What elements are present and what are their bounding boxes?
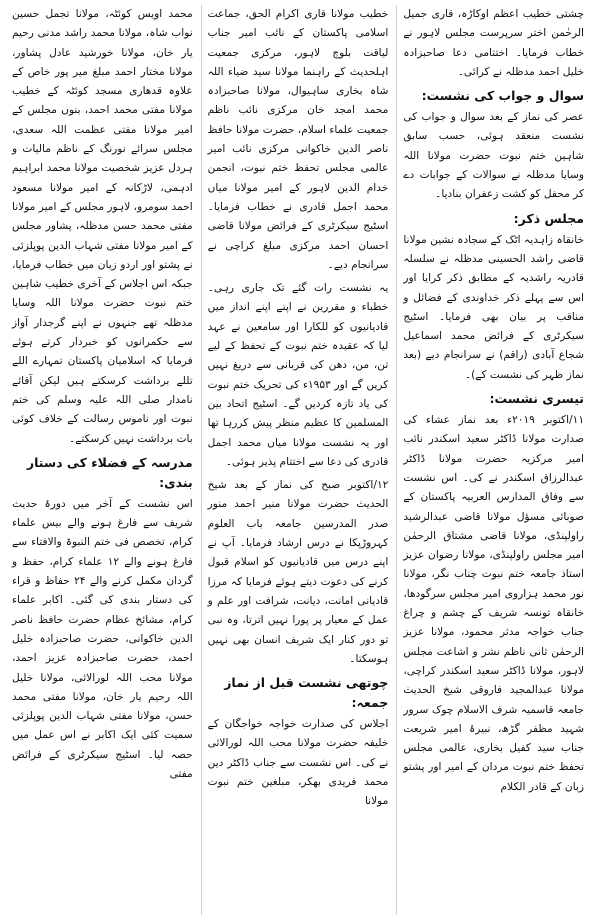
section-heading: چوتھی نشست قبل از نماز جمعہ: bbox=[224, 675, 389, 711]
paragraph: اجلاس کی صدارت خواجہ خواجگان کے خلیفہ حضرت مولانا محب اللہ لورالائی نے کی۔ اس نشست سے جناب ڈاکٹر دین محمد فریدی بھکر، مبلغین ختم نبوت مولانا bbox=[207, 718, 389, 808]
column-left bbox=[6, 5, 193, 915]
paragraph: خانقاہ زاہدیہ اٹک کے سجادہ نشین مولانا قاضی راشد الحسینی مدظلہ نے سلسلہ قادریہ راشدیہ کے مطابق ذکر کرایا اور اس سے پہلے ذکر خداوندی کے فضائل و مناقب پر بیان بھی فرمایا۔ اسٹیج سیکرٹری کے فرائض محمد اسماعیل شجاع آبادی (راقم) نے سرانجام دیے (بعد نماز ظہر کی نشست کے)۔ bbox=[403, 233, 584, 381]
section-heading: مجلس ذکر: bbox=[513, 210, 584, 226]
column-middle bbox=[201, 5, 389, 915]
section-heading: سوال و جواب کی نشست: bbox=[421, 88, 584, 104]
section-heading: تیسری نشست: bbox=[489, 391, 584, 407]
paragraph: ۱۱/اکتوبر ۲۰۱۹ء بعد نماز عشاء کی صدارت مولانا ڈاکٹر سعید اسکندر نائب امیر مرکزیہ حضرت مولانا ڈاکٹر عبدالرزاق اسکندر نے کی۔ اس نشست سے وفاق المدارس العربیہ پاکستان کے صوبائی مسؤل مولانا قاضی عبدالرشید راولپنڈی، مولانا قاضی مشتاق الرحمٰن امیر مجلس راولپنڈی، مولانا رضوان عزیز استاذ جامعہ ختم نبوت چناب نگر، مولانا نور محمد ہزاروی امیر مجلس سرگودھا، خانقاہ تونسہ شریف کے چشم و چراغ جناب خواجہ مدثر محمود، مولانا عزیز الرحمٰن ثانی ناظم نشر و اشاعت مجلس لاہور، مولانا ڈاکٹر سعید اسکندر کراچی، مولانا عبدالمجید فاروقی شیخ الحدیث جامعہ قاسمیہ شرف الاسلام چوک سرور شہید مظفر گڑھ، نبیرۂ امیر شریعت جناب سید کفیل بخاری، عالمی مجلس تحفظ ختم نبوت مردان کے امیر اور پشتو زبان کے قادر الکلام bbox=[403, 414, 584, 793]
paragraph: ۱۲/اکتوبر صبح کی نماز کے بعد شیخ الحدیث حضرت مولانا منیر احمد منور صدر المدرسین جامعہ باب العلوم کہروڑپکا نے درس ارشاد فرمایا۔ آپ نے اپنے درس میں قادیانیوں کو اسلام قبول کرنے کی دعوت دیتے ہوئے فرمایا کہ مرزا قادیانی امانت، دیانت، شرافت اور علم و عمل کے معیار پر پورا نہیں اترتا، وہ نبی تو دور کنار ایک شریف انسان بھی نہیں ہوسکتا۔ bbox=[207, 479, 389, 665]
paragraph: چشتی خطیب اعظم اوکاڑہ، قاری جمیل الرحٰمن اختر سرپرست مجلس لاہور نے خطاب فرمایا۔ اختتامی دعا صاحبزادہ خلیل احمد مدظلہ نے کرائی۔ bbox=[403, 8, 584, 78]
section-heading: مدرسہ کے فضلاء کی دستار بندی: bbox=[26, 454, 193, 490]
paragraph: اس نشست کے آخر میں دورۂ حدیث شریف سے فارغ ہونے والے بیس علماء کرام، تخصص فی ختم النبوۃ والافتاء سے فارغ ہونے والے ۱۲ علماء کرام، حفظ و گردان مکمل کرنے والے ۲۴ حفاظ و قراء کی دستار بندی کی گئی۔ اکابر علماء کرام، مشائخ عظام حضرت حافظ ناصر الدین خاکوانی، حضرت صاحبزادہ خلیل احمد، حضرت صاحبزادہ عزیز احمد، مولانا محب اللہ لورالائی، مولانا خلیل اللہ رحیم یار خان، مولانا مفتی محمد حسن، مولانا مفتی شہاب الدین پوپلزئی سمیت کئی ایک اکابر نے اس عمل میں حصہ لیا۔ اسٹیج سیکرٹری کے فرائض مفتی bbox=[11, 497, 193, 780]
paragraph: خطیب مولانا قاری اکرام الحق، جماعت اسلامی پاکستان کے نائب امیر جناب لیاقت بلوچ لاہور، مرکزی جمعیت اہلحدیث کے راہنما مولانا سید ضیاء اللہ شاہ بخاری ساہیوال، مولانا صاحبزادہ محمد امجد خان مرکزی نائب ناظم جمعیت علماء اسلام، حضرت مولانا حافظ ناصر الدین خاکوانی مرکزی نائب امیر عالمی مجلس تحفظ ختم نبوت، انجمن خدام الدین لاہور کے امیر مولانا میاں محمد اجمل قادری نے خطاب فرمایا۔ اسٹیج سیکرٹری کے فرائض مولانا قاضی احسان احمد مرکزی مبلغ کراچی نے سرانجام دیے۔ bbox=[207, 8, 389, 271]
column-right bbox=[396, 5, 584, 915]
paragraph: عصر کی نماز کے بعد سوال و جواب کی نشست منعقد ہوئی، حسب سابق شاہین ختم نبوت حضرت مولانا اللہ وسایا مدظلہ نے سوالات کے جوابات دے کر محفل کو کشت زعفران بنادیا۔ bbox=[403, 111, 584, 201]
paragraph: محمد اویس کوئٹہ، مولانا تجمل حسین نواب شاہ، مولانا محمد راشد مدنی رحیم یار خان، مولانا خورشید عادل پشاور، مولانا مختار احمد مبلغ میر پور خاص کے علاوہ قدھاری مسجد کوئٹہ کے خطیب مولانا مفتی محمد احمد، بنوں مجلس کے امیر مولانا مفتی عظمت اللہ سعدی، مجلس سرائے نورنگ کے ناظم مالیات و ہردل عزیز شخصیت مولانا محمد ابراہیم ادہمی، لاڑکانہ کے امیر مولانا مسعود احمد سومرو، لاہور مجلس کے امیر مولانا مفتی محمد حسن مدظلہ، پشاور مجلس کے امیر مولانا مفتی شہاب الدین پوپلزئی نے پشتو اور اردو زبان میں خطاب فرمایا، جبکہ اس اجلاس کے آخری خطیب شاہین ختم نبوت حضرت مولانا اللہ وسایا مدظلہ تھے جنہوں نے اپنے گرجدار آواز سے حکمرانوں کو خبردار کرتے ہوئے فرمایا کہ اسلامیان پاکستان تمہارے اللے تللے برداشت کرسکتے ہیں لیکن آقائے نامدار صلی اللہ علیہ وسلم کی ختم نبوت اور ناموس رسالت کے خلاف کوئی بات برداشت نہیں کرسکتے۔ bbox=[11, 8, 193, 445]
paragraph: یہ نشست رات گئے تک جاری رہی۔ خطباء و مقررین نے اپنے اپنے انداز میں قادیانیوں کو للکارا اور سامعین نے عہد لیا کہ عقیدہ ختم نبوت کے تحفظ کے لیے تن، من، دھن کی قربانی سے دریغ نہیں کریں گے اور ۱۹۵۳ء کی تحریک ختم نبوت کی یاد تازہ کردیں گے۔ اسٹیج اتحاد بین المسلمین کا عظیم منظر پیش کررہا تھا اور یہ نشست مولانا میاں محمد اجمل قادری کی دعا سے اختتام پذیر ہوئی۔ bbox=[207, 282, 389, 468]
